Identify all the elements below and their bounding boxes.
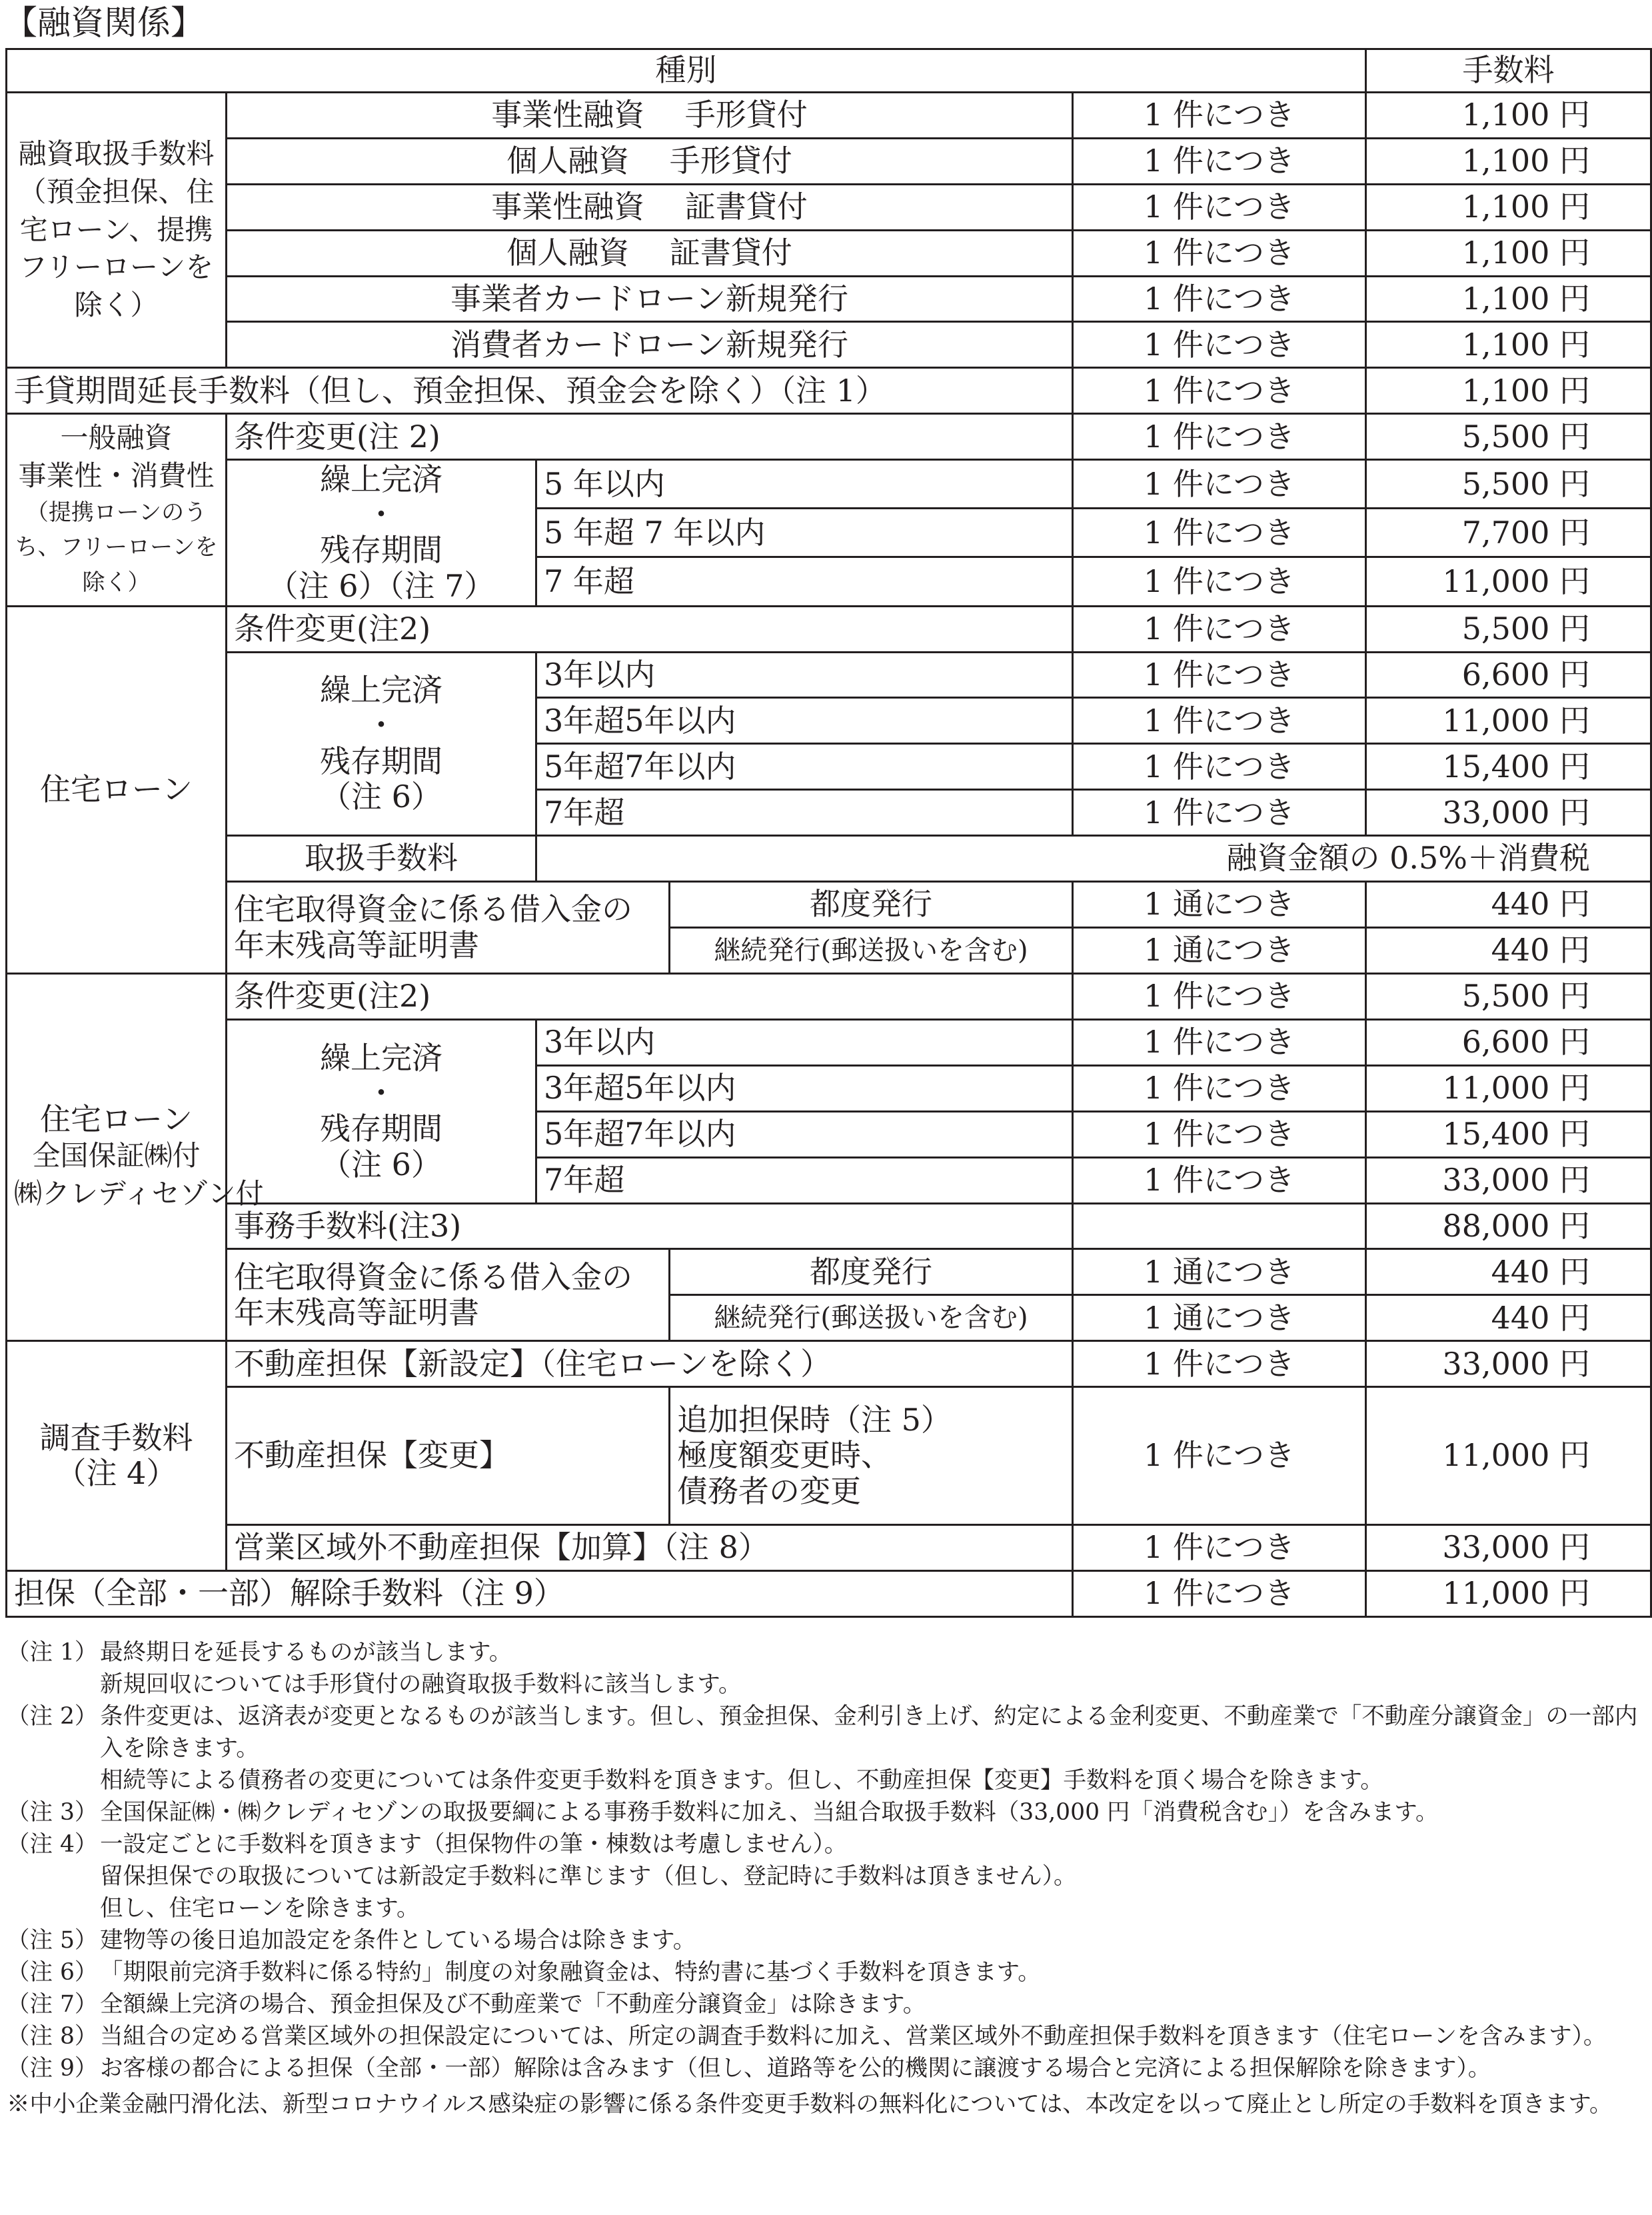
fee-table	[5, 48, 1652, 1618]
certificate-label-line: 住宅取得資金に係る借入金の	[234, 1258, 632, 1295]
note-line: 留保担保での取扱については新設定手数料に準じます（但し、登記時に手数料は頂きません）。	[100, 1863, 1077, 1890]
row-name: 不動産担保【新設定】（住宅ローンを除く）	[227, 1341, 1073, 1387]
condition-line: 追加担保時（注 5）	[677, 1402, 952, 1438]
row-unit: 1 件につき	[1073, 460, 1366, 509]
header-fee: 手数料	[1366, 49, 1651, 93]
note-line: 全額繰上完済の場合、預金担保及び不動産業で「不動産分譲資金」は除きます。	[100, 1991, 926, 2018]
row-term: 5 年以内	[536, 460, 1073, 509]
prepay-label	[227, 460, 536, 606]
note-label: （注 6）	[7, 1959, 98, 1986]
row-fee: 1,100 円	[1366, 92, 1651, 138]
section-title: 【融資関係】	[4, 3, 204, 42]
note-line: お客様の都合による担保（全部・一部）解除は含みます（但し、道路等を公的機関に譲渡する場合と完済による担保解除を除きます）。	[100, 2055, 1491, 2082]
note-label: （注 9）	[7, 2055, 98, 2082]
prepay-label-line: 残存期間	[320, 743, 442, 779]
row-name: 手貸期間延長手数料（但し、預金担保、預金会を除く）（注 1）	[7, 368, 1073, 414]
row-name: 担保（全部・一部）解除手数料（注 9）	[7, 1570, 1073, 1616]
row-name: 事業性融資 証書貸付	[227, 184, 1073, 230]
row-unit: 1 件につき	[1073, 1570, 1366, 1616]
certificate-label	[227, 882, 670, 974]
row-name: 事業性融資 手形貸付	[227, 92, 1073, 138]
prepay-label-line: （注 6）	[321, 779, 442, 815]
row-term: 3年以内	[536, 652, 1073, 698]
row-unit: 1 件につき	[1073, 276, 1366, 322]
row-fee: 1,100 円	[1366, 184, 1651, 230]
note-line: 建物等の後日追加設定を条件としている場合は除きます。	[100, 1927, 696, 1954]
row-term: 5 年超 7 年以内	[536, 509, 1073, 557]
note-line: 全国保証㈱・㈱クレディセゾンの取扱要綱による事務手数料に加え、当組合取扱手数料（33,000 円「消費税含む」）を含みます。	[100, 1799, 1439, 1826]
row-unit: 1 件につき	[1073, 509, 1366, 557]
note-body	[100, 1988, 1646, 2020]
remark: ※中小企業金融円滑化法、新型コロナウイルス感染症の影響に係る条件変更手数料の無料化については、本改定を以って廃止とし所定の手数料を頂きます。	[7, 2091, 1613, 2118]
note-line: 但し、住宅ローンを除きます。	[100, 1895, 420, 1922]
row-kind: 継続発行(郵送扱いを含む)	[670, 1295, 1073, 1341]
note-item	[7, 1700, 1646, 1796]
row-unit: 1 件につき	[1073, 1065, 1366, 1111]
row-term: 5年超7年以内	[536, 1111, 1073, 1157]
note-line: 最終期日を延長するものが該当します。	[100, 1639, 512, 1666]
row-fee: 11,000 円	[1366, 557, 1651, 606]
certificate-label-line: 年末残高等証明書	[234, 1294, 479, 1330]
table-row	[7, 414, 1651, 460]
note-line: 「期限前完済手数料に係る特約」制度の対象融資金は、特約書に基づく手数料を頂きます。	[100, 1959, 1041, 1986]
table-row	[7, 1387, 1651, 1525]
row-name: 個人融資 証書貸付	[227, 230, 1073, 276]
note-label: （注 7）	[7, 1991, 98, 2018]
note-line: 条件変更は、返済表が変更となるものが該当します。但し、預金担保、金利引き上げ、約定による金利変更、不動産業で「不動産分譲資金」の一部内入を除きます。	[100, 1703, 1638, 1762]
note-body	[100, 1924, 1646, 1956]
table-row	[7, 1570, 1651, 1616]
table-row	[7, 606, 1651, 652]
group-label-line: 住宅ローン	[39, 1101, 193, 1137]
row-fee: 1,100 円	[1366, 322, 1651, 368]
row-conditions	[670, 1387, 1073, 1525]
table-row	[7, 1203, 1651, 1249]
row-kind: 都度発行	[670, 882, 1073, 928]
row-fee: 440 円	[1366, 1249, 1651, 1295]
prepay-label-line: ・	[366, 707, 397, 744]
row-unit: 1 件につき	[1073, 744, 1366, 790]
row-name: 消費者カードローン新規発行	[227, 322, 1073, 368]
table-row	[7, 836, 1651, 882]
row-fee: 11,000 円	[1366, 1387, 1651, 1525]
row-name: 条件変更(注 2)	[227, 414, 1073, 460]
note-item	[7, 1828, 1646, 1924]
table-row	[7, 973, 1651, 1019]
prepay-label-line: 残存期間	[320, 532, 442, 569]
table-row	[7, 1525, 1651, 1571]
row-name: 個人融資 手形貸付	[227, 138, 1073, 184]
table-row	[7, 230, 1651, 276]
group-label-line: ㈱クレディセゾン付	[14, 1176, 264, 1210]
row-fee: 33,000 円	[1366, 1525, 1651, 1571]
row-fee: 15,400 円	[1366, 1111, 1651, 1157]
note-line: 当組合の定める営業区域外の担保設定については、所定の調査手数料に加え、営業区域外不動産担保手数料を頂きます（住宅ローンを含みます）。	[100, 2023, 1607, 2050]
note-item	[7, 2020, 1646, 2052]
note-label: （注 8）	[7, 2023, 98, 2050]
note-item	[7, 2052, 1646, 2084]
row-unit: 1 件につき	[1073, 92, 1366, 138]
row-term: 7 年超	[536, 557, 1073, 606]
row-fee: 33,000 円	[1366, 1157, 1651, 1203]
table-header-row	[7, 49, 1651, 93]
row-unit: 1 通につき	[1073, 882, 1366, 928]
note-item	[7, 1956, 1646, 1988]
row-name: 不動産担保【変更】	[227, 1387, 670, 1525]
row-unit: 1 件につき	[1073, 1387, 1366, 1525]
note-item	[7, 1796, 1646, 1828]
row-fee: 5,500 円	[1366, 460, 1651, 509]
row-fee: 11,000 円	[1366, 1570, 1651, 1616]
row-unit: 1 通につき	[1073, 928, 1366, 974]
row-fee: 5,500 円	[1366, 606, 1651, 652]
row-unit: 1 件につき	[1073, 557, 1366, 606]
row-unit: 1 件につき	[1073, 1157, 1366, 1203]
row-fee: 1,100 円	[1366, 276, 1651, 322]
group-label-general-loan	[7, 414, 227, 606]
group-label-survey-fee	[7, 1341, 227, 1571]
row-name: 事業者カードローン新規発行	[227, 276, 1073, 322]
note-body	[100, 1636, 1646, 1700]
note-body	[100, 2020, 1646, 2052]
group-label-line: （注 4）	[55, 1455, 177, 1492]
condition-line: 極度額変更時、	[677, 1437, 892, 1474]
notes	[7, 1636, 1646, 2120]
row-name: 取扱手数料	[227, 836, 536, 882]
row-term: 7年超	[536, 790, 1073, 836]
note-body	[100, 1700, 1646, 1796]
note-label: （注 1）	[7, 1639, 98, 1666]
note-item	[7, 1636, 1646, 1700]
table-row	[7, 1341, 1651, 1387]
note-body	[100, 1956, 1646, 1988]
row-fee: 11,000 円	[1366, 1065, 1651, 1111]
row-unit: 1 件につき	[1073, 1525, 1366, 1571]
row-unit: 1 通につき	[1073, 1249, 1366, 1295]
certificate-label	[227, 1249, 670, 1341]
note-label: （注 2）	[7, 1703, 98, 1730]
row-fee: 15,400 円	[1366, 744, 1651, 790]
group-label-guaranteed-housing-loan	[7, 973, 264, 1340]
prepay-label-line: ・	[366, 497, 397, 533]
row-fee: 5,500 円	[1366, 973, 1651, 1019]
prepay-label	[227, 652, 536, 836]
row-fee: 融資金額の 0.5%＋消費税	[536, 836, 1651, 882]
note-item	[7, 1988, 1646, 2020]
row-fee: 11,000 円	[1366, 698, 1651, 744]
note-label: （注 3）	[7, 1799, 98, 1826]
note-body	[100, 2052, 1646, 2084]
prepay-label-line: 繰上完済	[320, 672, 442, 709]
row-kind: 都度発行	[670, 1249, 1073, 1295]
row-unit: 1 件につき	[1073, 1019, 1366, 1065]
prepay-label-line: 繰上完済	[320, 1039, 442, 1076]
row-fee: 1,100 円	[1366, 368, 1651, 414]
table-row	[7, 92, 1651, 138]
note-label: （注 5）	[7, 1927, 98, 1954]
prepay-label-line: （注 6）	[321, 1146, 442, 1182]
note-line: 新規回収については手形貸付の融資取扱手数料に該当します。	[100, 1671, 742, 1698]
row-name: 条件変更(注2)	[227, 606, 1073, 652]
note-body	[100, 1828, 1646, 1924]
row-unit-empty	[1073, 1203, 1366, 1249]
row-term: 3年超5年以内	[536, 698, 1073, 744]
row-unit: 1 件につき	[1073, 138, 1366, 184]
table-row	[7, 184, 1651, 230]
row-unit: 1 件につき	[1073, 230, 1366, 276]
table-row	[7, 460, 1651, 509]
note-body	[100, 1796, 1646, 1828]
header-type: 種別	[7, 49, 1366, 93]
prepay-label-line: ・	[366, 1075, 397, 1111]
row-unit: 1 件につき	[1073, 973, 1366, 1019]
row-fee: 6,600 円	[1366, 1019, 1651, 1065]
row-unit: 1 件につき	[1073, 606, 1366, 652]
row-fee: 1,100 円	[1366, 138, 1651, 184]
certificate-label-line: 住宅取得資金に係る借入金の	[234, 891, 632, 928]
group-label-line: 一般融資	[60, 421, 173, 455]
row-unit: 1 通につき	[1073, 1295, 1366, 1341]
row-fee: 33,000 円	[1366, 1341, 1651, 1387]
certificate-label-line: 年末残高等証明書	[234, 927, 479, 963]
table-row	[7, 882, 1651, 928]
group-label-line: 全国保証㈱付	[32, 1139, 201, 1172]
note-line: 相続等による債務者の変更については条件変更手数料を頂きます。但し、不動産担保【変更】手数料を頂く場合を除きます。	[100, 1767, 1383, 1794]
row-name: 営業区域外不動産担保【加算】（注 8）	[227, 1525, 1073, 1571]
row-name: 事務手数料(注3)	[227, 1203, 1073, 1249]
prepay-label-line: 残存期間	[320, 1110, 442, 1147]
row-unit: 1 件につき	[1073, 1111, 1366, 1157]
prepay-label	[227, 1019, 536, 1203]
group-label-housing-loan: 住宅ローン	[7, 606, 227, 973]
group-label-line: 事業性・消費性	[18, 459, 215, 492]
row-fee: 5,500 円	[1366, 414, 1651, 460]
row-fee: 7,700 円	[1366, 509, 1651, 557]
note-item	[7, 1924, 1646, 1956]
row-unit: 1 件につき	[1073, 1341, 1366, 1387]
row-fee: 440 円	[1366, 1295, 1651, 1341]
group-label-loan-handling: 融資取扱手数料（預金担保、住宅ローン、提携フリーローンを除く）	[7, 92, 227, 368]
row-unit: 1 件につき	[1073, 414, 1366, 460]
row-fee: 6,600 円	[1366, 652, 1651, 698]
row-term: 7年超	[536, 1157, 1073, 1203]
group-label-line: （提携ローンのうち、フリーローンを除く）	[15, 499, 218, 596]
row-kind: 継続発行(郵送扱いを含む)	[670, 928, 1073, 974]
note-label: （注 4）	[7, 1831, 98, 1858]
row-name: 条件変更(注2)	[227, 973, 1073, 1019]
row-unit: 1 件につき	[1073, 790, 1366, 836]
group-label-line: 調査手数料	[39, 1419, 193, 1456]
row-fee: 440 円	[1366, 928, 1651, 974]
table-row	[7, 368, 1651, 414]
table-row	[7, 652, 1651, 698]
table-row	[7, 1249, 1651, 1295]
table-row	[7, 322, 1651, 368]
table-row	[7, 138, 1651, 184]
table-row	[7, 1019, 1651, 1065]
prepay-label-line: 繰上完済	[320, 461, 442, 497]
row-fee: 1,100 円	[1366, 230, 1651, 276]
row-fee: 440 円	[1366, 882, 1651, 928]
row-unit: 1 件につき	[1073, 322, 1366, 368]
row-unit: 1 件につき	[1073, 698, 1366, 744]
row-unit: 1 件につき	[1073, 652, 1366, 698]
row-term: 3年以内	[536, 1019, 1073, 1065]
row-fee: 88,000 円	[1366, 1203, 1651, 1249]
row-fee: 33,000 円	[1366, 790, 1651, 836]
row-term: 3年超5年以内	[536, 1065, 1073, 1111]
table-row	[7, 276, 1651, 322]
prepay-label-line: （注 6）（注 7）	[267, 567, 495, 604]
row-unit: 1 件につき	[1073, 184, 1366, 230]
row-unit: 1 件につき	[1073, 368, 1366, 414]
row-term: 5年超7年以内	[536, 744, 1073, 790]
note-line: 一設定ごとに手数料を頂きます（担保物件の筆・棟数は考慮しません）。	[100, 1831, 848, 1858]
condition-line: 債務者の変更	[677, 1472, 861, 1509]
